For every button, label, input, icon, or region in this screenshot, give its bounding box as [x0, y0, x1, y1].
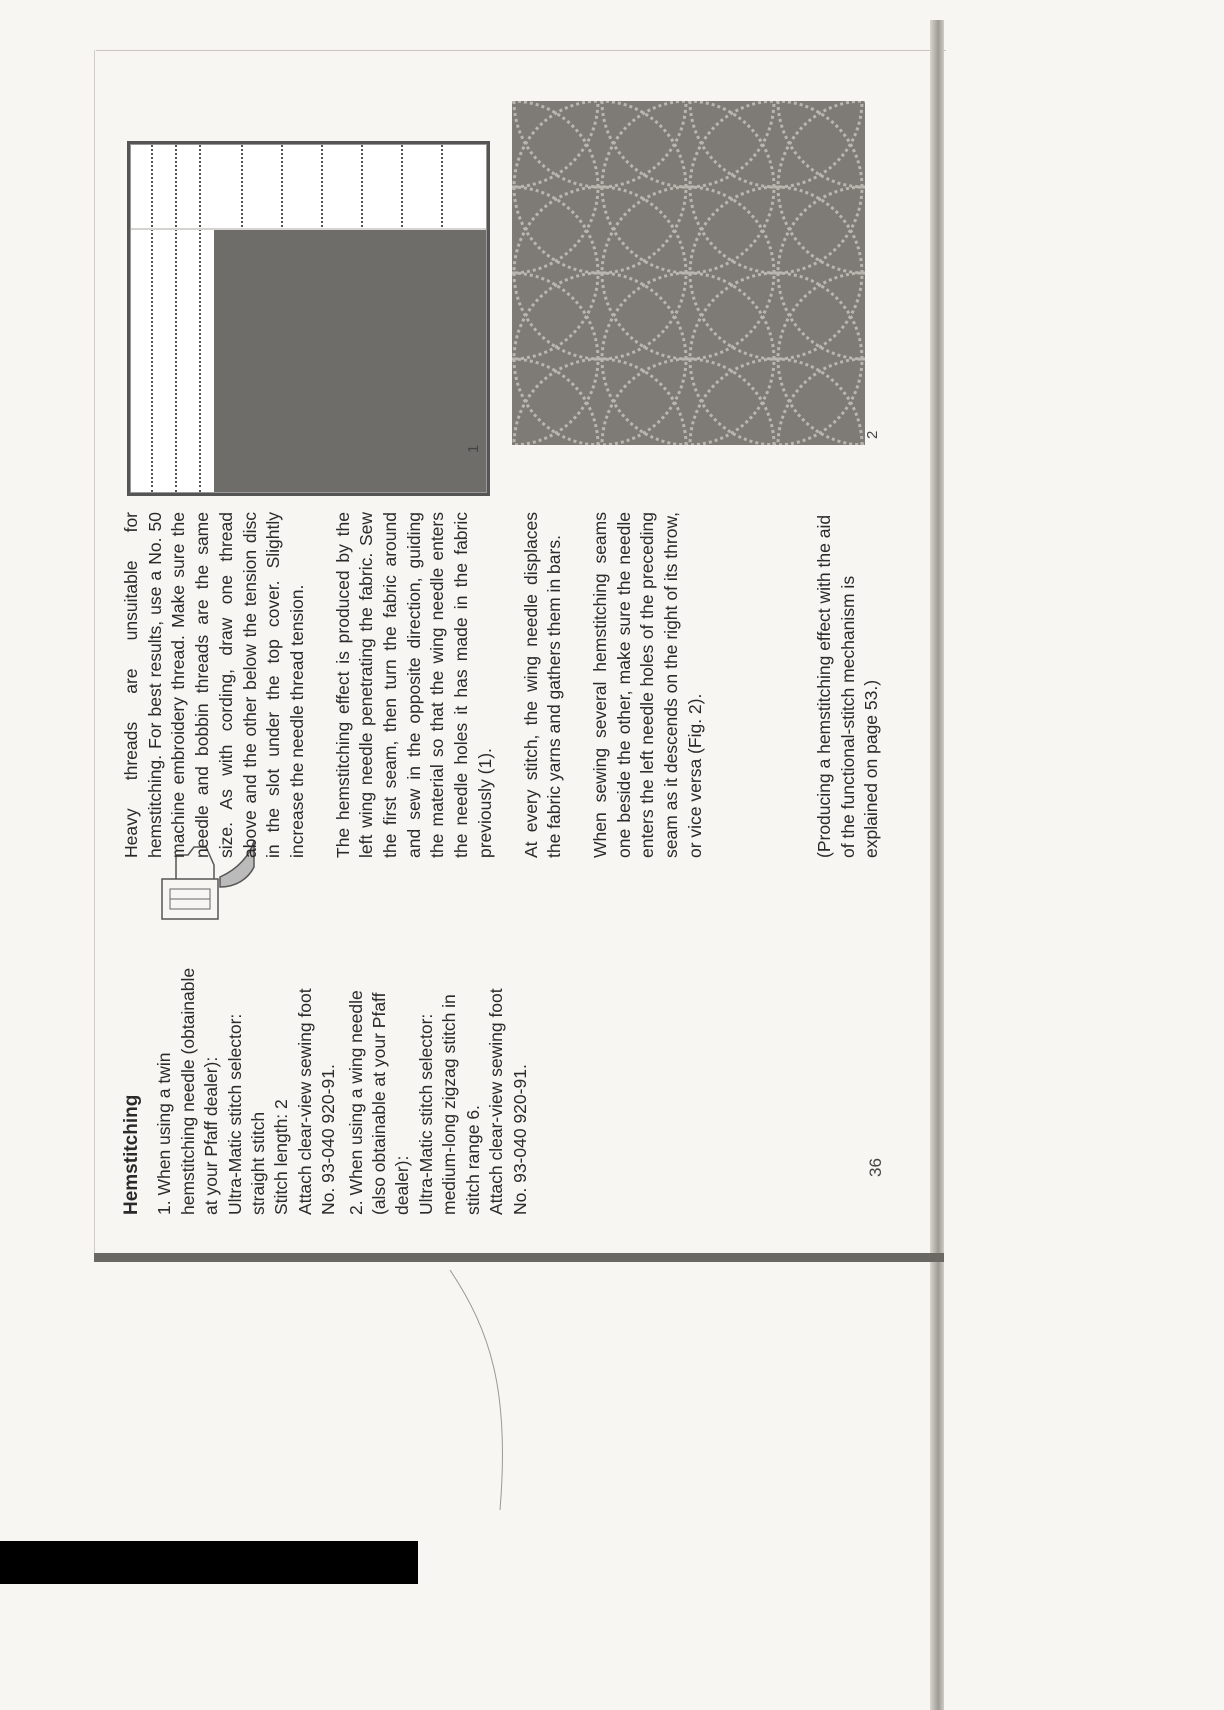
text-column	[120, 512, 729, 858]
note-functional-stitch: (Producing a hemstitching effect with the aid of the functional-stitch mechanism is explained on page 53.)	[814, 514, 882, 858]
paragraph-threads: Heavy threads are unsuitable for hemstitching. For best results, use a No. 50 machine embroidery thread. Make sure the needle and bobbin threads are the same size. As with cording, draw one thread above and the other below the tension disc in the slot under the top cover. Slightly increase the needle thread tension.	[121, 512, 307, 858]
paragraph-bars: At every stitch, the wing needle displaces the fabric yarns and gathers them in bars.	[520, 512, 565, 858]
hemstitch-pattern-graphic	[512, 101, 865, 445]
scan-edge-top	[96, 50, 946, 51]
page-left-edge	[94, 50, 95, 1253]
figure-1-label: 1	[465, 444, 482, 453]
page-title: Hemstitching	[121, 1094, 142, 1215]
paragraph-several-seams: When sewing several hemstitching seams one beside the other, make sure the needle enters the left needle holes of the preceding seam as it descends on the right of its throw, or vice versa (Fig. 2).	[589, 512, 705, 858]
scan-edge-right	[930, 20, 944, 1710]
instruction-wing-needle: 2. When using a wing needle (also obtainable at your Pfaff dealer): Ultra-Matic stitch selector: medium-long zigzag stitch in stitch range 6. Attach clear-view sewing foot No. 93-040 920-91.	[345, 988, 530, 1215]
scan-black-bar	[0, 1541, 418, 1584]
figure-2-hemstitch-pattern	[512, 101, 865, 445]
fabric-swatch	[214, 230, 486, 492]
instruction-twin-needle: 1. When using a twin hemstitching needle (obtainable at your Pfaff dealer): Ultra-Matic stitch selector: straight stitch Stitch length: 2 Attach clear-view sewing foot No. 93-040 920-91.	[154, 967, 339, 1215]
page-bottom-edge	[94, 1253, 944, 1262]
rotated-page	[120, 100, 920, 1215]
page-number: 36	[866, 1158, 885, 1177]
paragraph-effect: The hemstitching effect is produced by the left wing needle penetrating the fabric. Sew the first seam, then turn the fabric around and sew in the opposite direction, guiding the material so that the wing needle enters the needle holes it has made in the fabric previously (1).	[332, 512, 495, 858]
figure-1-stitch-sample	[130, 144, 487, 493]
scan-crease-line	[440, 1270, 560, 1510]
figure-2-label: 2	[864, 430, 881, 439]
